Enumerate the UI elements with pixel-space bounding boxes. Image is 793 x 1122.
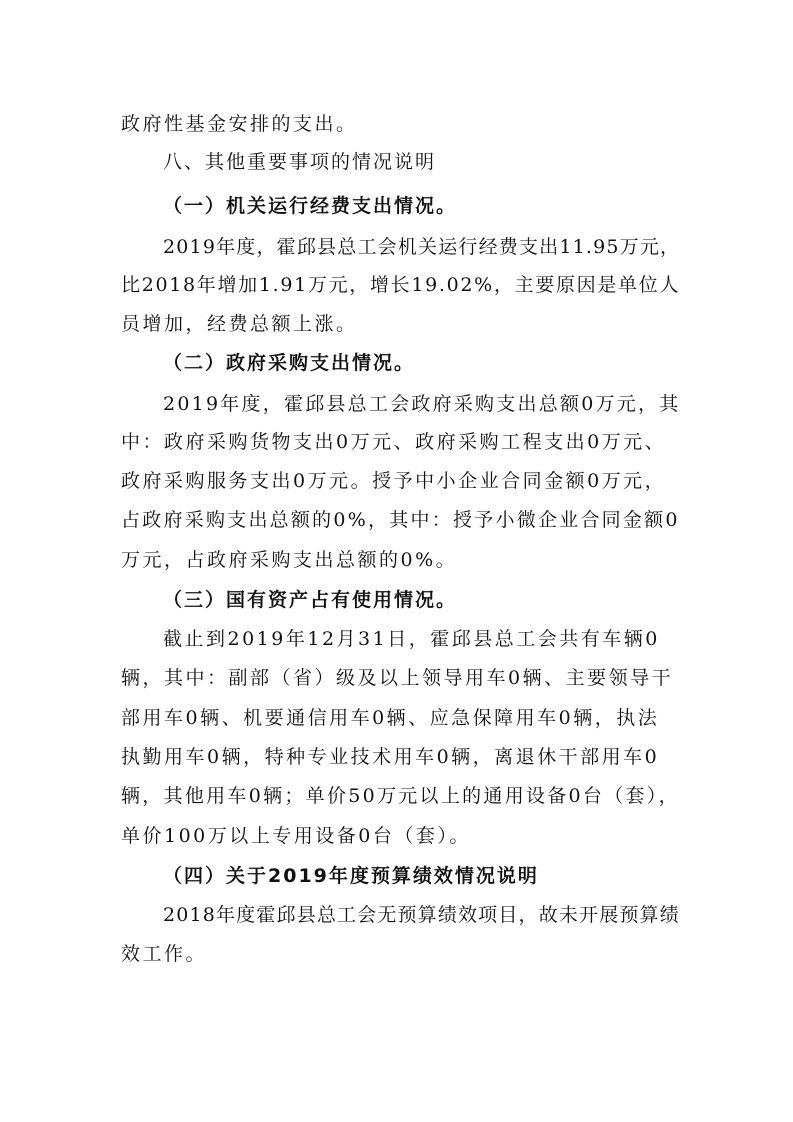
subsection-heading: （三）国有资产占有使用情况。 — [163, 589, 458, 611]
body-line: 辆，其中：副部（省）级及以上领导用车0辆、主要领导干 — [121, 667, 674, 689]
subsection-heading: （二）政府采购支出情况。 — [163, 352, 416, 374]
body-line: 2019年度，霍邱县总工会政府采购支出总额0万元，其 — [163, 393, 681, 415]
body-line: 截止到2019年12月31日，霍邱县总工会共有车辆0 — [163, 628, 660, 650]
body-line: 辆，其他用车0辆；单价50万元以上的通用设备0台（套）， — [121, 785, 680, 807]
section-heading: 八、其他重要事项的情况说明 — [163, 151, 437, 173]
body-line: 中：政府采购货物支出0万元、政府采购工程支出0万元、 — [121, 431, 667, 453]
subsection-heading: （一）机关运行经费支出情况。 — [163, 195, 458, 217]
body-line: 2019年度，霍邱县总工会机关运行经费支出11.95万元， — [163, 236, 681, 258]
body-line: 比2018年增加1.91万元，增长19.02%，主要原因是单位人 — [121, 274, 681, 296]
body-line: 政府采购服务支出0万元。授予中小企业合同金额0万元， — [121, 470, 667, 492]
body-line: 部用车0辆、机要通信用车0辆、应急保障用车0辆，执法 — [121, 707, 660, 729]
body-line: 万元，占政府采购支出总额的0%。 — [121, 549, 458, 571]
subsection-heading: （四）关于2019年度预算绩效情况说明 — [163, 865, 539, 887]
body-line: 效工作。 — [121, 943, 208, 965]
body-line: 员增加，经费总额上涨。 — [121, 313, 358, 335]
body-line: 政府性基金安排的支出。 — [121, 113, 358, 135]
body-line: 2018年度霍邱县总工会无预算绩效项目，故未开展预算绩 — [163, 904, 680, 926]
body-line: 占政府采购支出总额的0%，其中：授予小微企业合同金额0 — [121, 509, 680, 531]
body-line: 执勤用车0辆，特种专业技术用车0辆，离退休干部用车0 — [121, 746, 660, 768]
body-line: 单价100万以上专用设备0台（套）。 — [121, 825, 471, 847]
